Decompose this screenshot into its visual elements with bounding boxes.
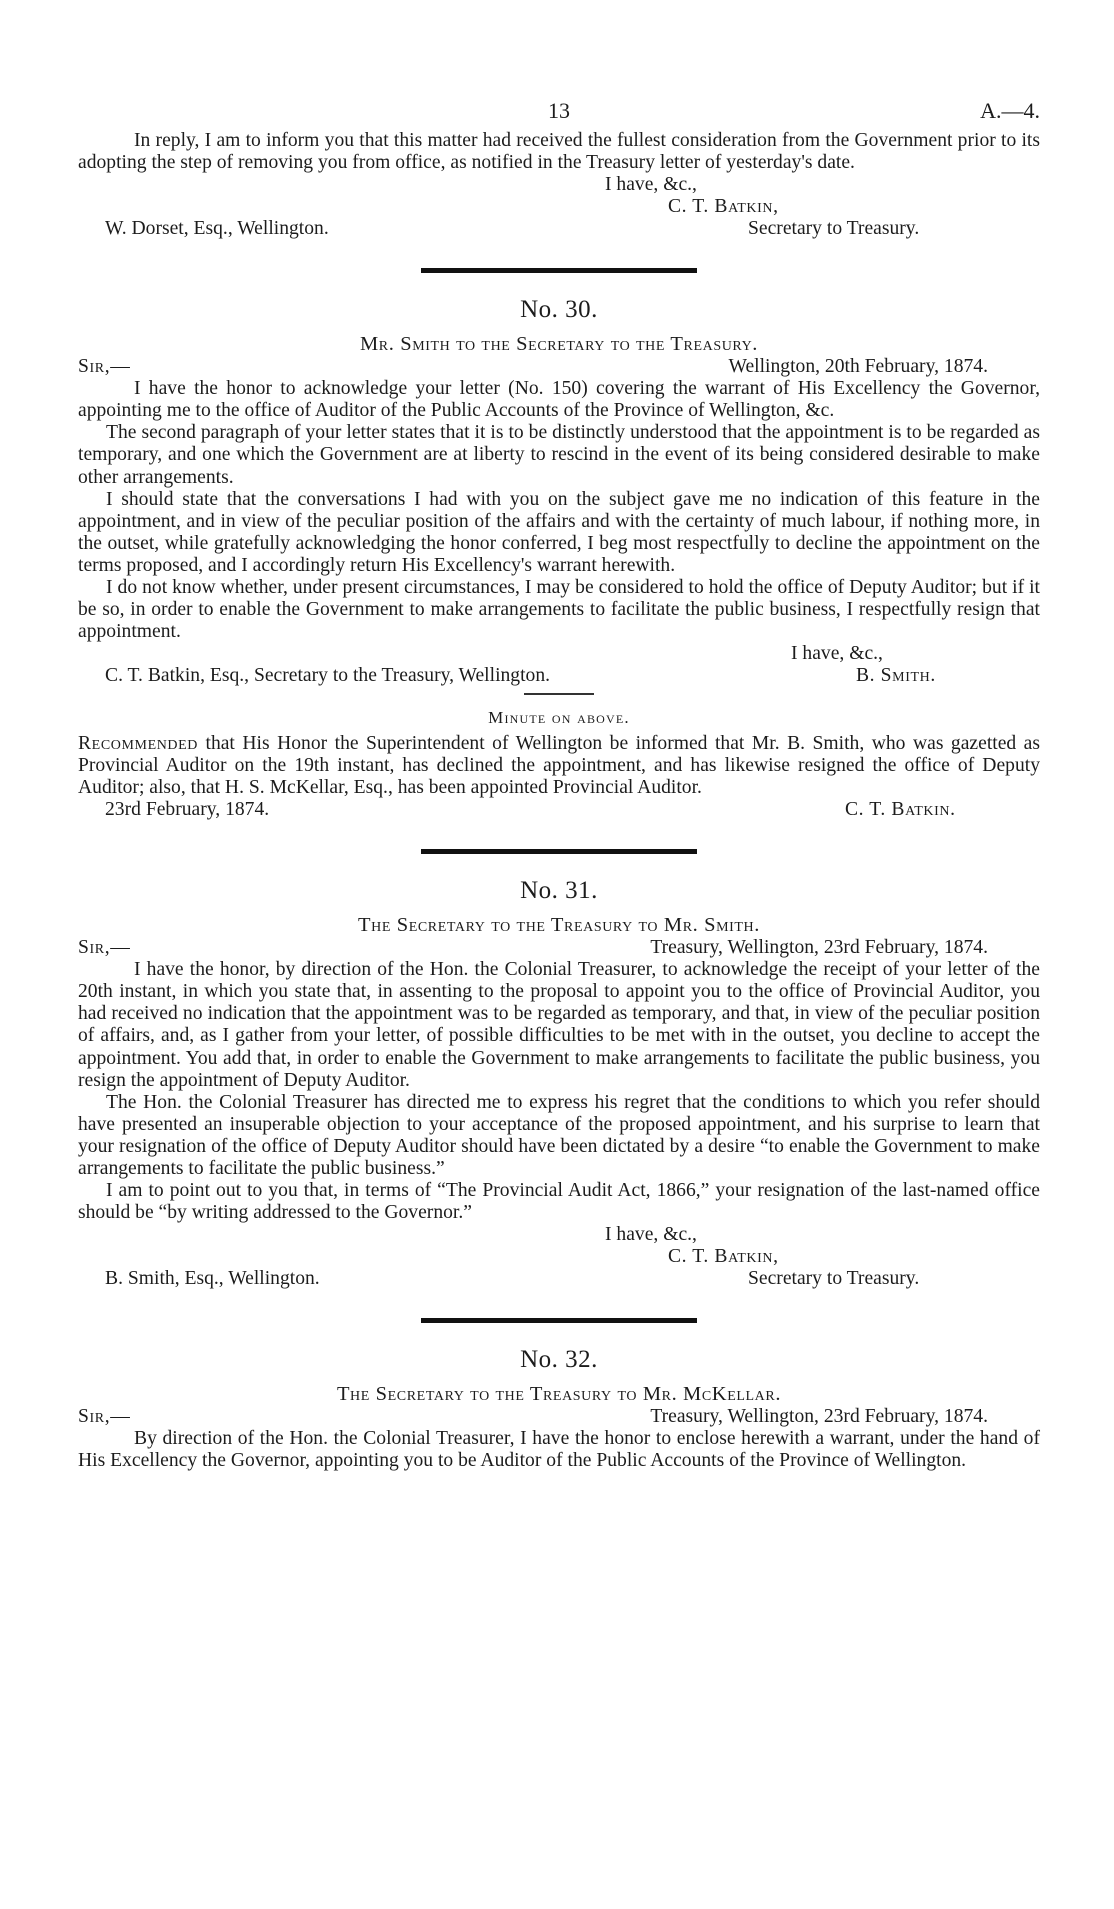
- letter-number: No. 30.: [520, 296, 598, 324]
- dateline: Treasury, Wellington, 23rd February, 1874.: [650, 1406, 988, 1428]
- letter-30: [78, 295, 1040, 821]
- addressee: W. Dorset, Esq., Wellington.: [105, 218, 329, 240]
- signature-block: [78, 1224, 1040, 1290]
- section-divider: [421, 268, 697, 273]
- letter-31: [78, 876, 1040, 1290]
- letter-32: [78, 1345, 1040, 1472]
- signer-title: Secretary to Treasury.: [748, 218, 920, 240]
- minute-sign-row: [78, 799, 1040, 821]
- signer-title: Secretary to Treasury.: [748, 1268, 920, 1290]
- signature-block: [78, 174, 1040, 240]
- closing: I have, &c.,: [605, 174, 697, 196]
- letter-title: The Secretary to the Treasury to Mr. Smith.: [357, 914, 760, 937]
- salutation: Sir,—: [78, 1406, 131, 1428]
- dateline: Wellington, 20th February, 1874.: [728, 356, 988, 378]
- paragraph: In reply, I am to inform you that this matter had received the fullest consideration from the Government prior to its adopting the step of removing you from office, as notified in the Treasury letter of yesterday's date.: [78, 130, 1040, 174]
- page-number: 13: [548, 98, 570, 123]
- paragraph: I should state that the conversations I had with you on the subject gave me no indication of this feature in the appointment, and in view of the peculiar position of the affairs and with the certainty of much labour, if nothing more, in the outset, while gratefully acknowledging the honor conferred, I beg most respectfully to decline the appointment on the terms proposed, and I accordingly return His Excellency's warrant herewith.: [78, 488, 1040, 576]
- signature-block: [78, 643, 1040, 687]
- addressee: C. T. Batkin, Esq., Secretary to the Treasury, Wellington.: [105, 665, 551, 687]
- paragraph: I have the honor to acknowledge your letter (No. 150) covering the warrant of His Excellency the Governor, appointing me to the office of Auditor of the Public Accounts of the Province of Wellington, &c.: [78, 378, 1040, 422]
- paragraph: I am to point out to you that, in terms of “The Provincial Audit Act, 1866,” your resignation of the last-named office should be “by writing addressed to the Governor.”: [78, 1180, 1040, 1224]
- minute-date: 23rd February, 1874.: [105, 799, 270, 821]
- addressee: B. Smith, Esq., Wellington.: [105, 1268, 320, 1290]
- letter-title: Mr. Smith to the Secretary to the Treasury.: [359, 333, 759, 356]
- salutation-row: [78, 937, 1040, 959]
- letter-number: No. 32.: [520, 1346, 598, 1374]
- minute-signature: C. T. Batkin.: [845, 799, 956, 821]
- salutation: Sir,—: [78, 356, 131, 378]
- minute-heading: Minute on above.: [488, 707, 630, 727]
- page-header: [78, 100, 1040, 130]
- paragraph: The second paragraph of your letter states that it is to be distinctly understood that the appointment is to be regarded as temporary, and one which the Government are at liberty to rescind in the event of its being considered desirable to make other arrangements.: [78, 422, 1040, 488]
- letter-title: The Secretary to the Treasury to Mr. McKellar.: [336, 1383, 782, 1406]
- paragraph: I have the honor, by direction of the Hon. the Colonial Treasurer, to acknowledge the receipt of your letter of the 20th instant, in which you state that, in assenting to the proposal to appoint you to the office of Provincial Auditor, you had received no indication that the appointment was to be regarded as temporary, and that, in view of the peculiar position of affairs, and, as I gather from your letter, of possible difficulties to be met with in the outset, you decline to accept the appointment. You add that, in order to enable the Government to make arrangements to facilitate the public business, you resign the appointment of Deputy Auditor.: [78, 959, 1040, 1091]
- letter-number: No. 31.: [520, 877, 598, 905]
- paragraph: The Hon. the Colonial Treasurer has directed me to express his regret that the conditions to which you refer should have presented an insuperable objection to your acceptance of the proposed appointment, and his surprise to learn that your resignation of the office of Deputy Auditor should have been dictated by a desire “to enable the Government to make arrangements to facilitate the public business.”: [78, 1091, 1040, 1180]
- signature: C. T. Batkin,: [668, 1246, 779, 1268]
- minute-lead: Recommended: [78, 732, 198, 754]
- minute-paragraph: [78, 733, 1040, 799]
- paragraph: By direction of the Hon. the Colonial Treasurer, I have the honor to enclose herewith a warrant, under the hand of His Excellency the Governor, appointing you to be Auditor of the Public Accounts of the Province of Wellington.: [78, 1428, 1040, 1472]
- salutation-row: [78, 356, 1040, 378]
- salutation: Sir,—: [78, 937, 131, 959]
- paragraph: I do not know whether, under present circumstances, I may be considered to hold the office of Deputy Auditor; but if it be so, in order to enable the Government to make arrangements to facilitate the public business, I respectfully resign that appointment.: [78, 577, 1040, 643]
- minute-text: that His Honor the Superintendent of Wellington be informed that Mr. B. Smith, who was gazetted as Provincial Auditor on the 19th instant, has declined the appointment, and has likewise resigned the office of Deputy Auditor; also, that H. S. McKellar, Esq., has been appointed Provincial Auditor.: [78, 732, 1041, 799]
- letter-29-end: [78, 130, 1040, 240]
- minor-divider: [524, 693, 594, 695]
- section-divider: [421, 849, 697, 854]
- signature: B. Smith.: [856, 665, 936, 687]
- salutation-row: [78, 1406, 1040, 1428]
- closing: I have, &c.,: [791, 643, 883, 665]
- document-page: [78, 100, 1040, 1473]
- dateline: Treasury, Wellington, 23rd February, 1874.: [650, 937, 988, 959]
- document-reference: A.—4.: [980, 98, 1040, 123]
- section-divider: [421, 1318, 697, 1323]
- signature: C. T. Batkin,: [668, 196, 779, 218]
- closing: I have, &c.,: [605, 1224, 697, 1246]
